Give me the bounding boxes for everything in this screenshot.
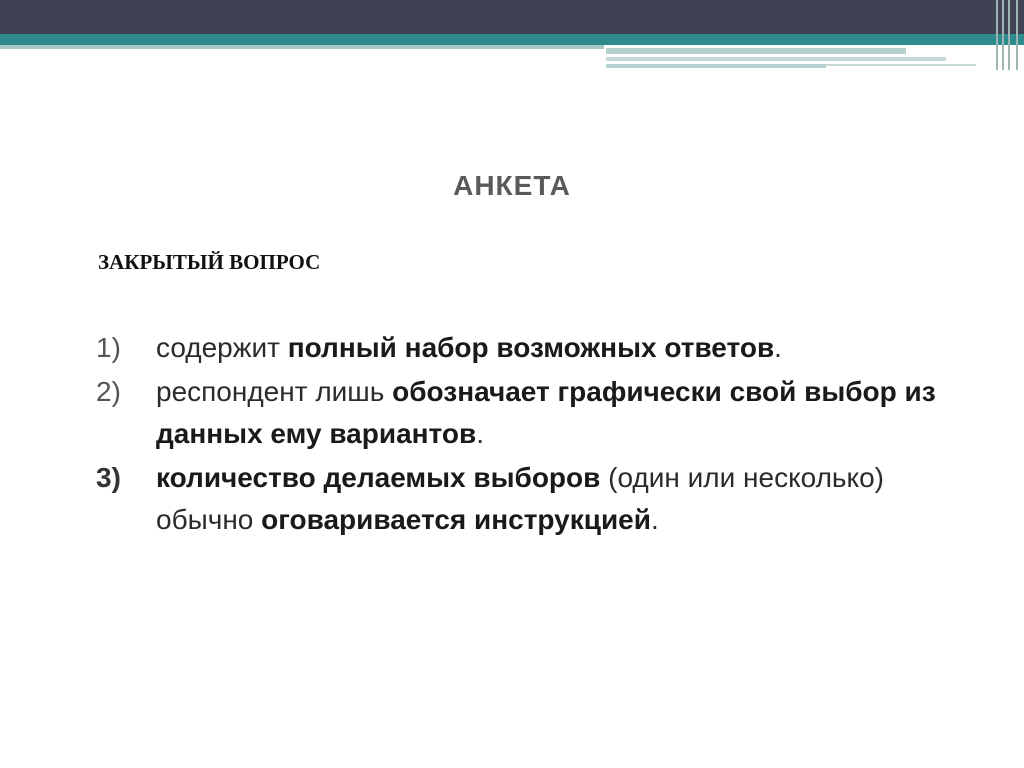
list-item-text: количество делаемых выборов (один или несколько) обычно оговаривается инструкцией. bbox=[156, 462, 884, 535]
header-stripe bbox=[606, 48, 906, 54]
list-item bbox=[96, 457, 976, 541]
header-stripe bbox=[826, 64, 976, 66]
header-dark-band bbox=[0, 0, 1024, 34]
numbered-list bbox=[96, 327, 976, 543]
header-light-stripe bbox=[0, 45, 604, 49]
vertical-line bbox=[996, 0, 998, 70]
list-item-number: 3) bbox=[96, 462, 121, 493]
header-stripe bbox=[606, 64, 826, 68]
list-item bbox=[96, 327, 976, 369]
list-item-number: 2) bbox=[96, 376, 121, 407]
vertical-line bbox=[1016, 0, 1018, 70]
header-stripe bbox=[606, 57, 946, 61]
header-teal-band bbox=[0, 34, 1024, 45]
corner-vertical-lines bbox=[990, 0, 1024, 70]
list-item bbox=[96, 371, 976, 455]
vertical-line bbox=[1002, 0, 1004, 70]
list-item-text: респондент лишь обозначает графически свой выбор из данных ему вариантов. bbox=[156, 376, 936, 449]
slide-subtitle: ЗАКРЫТЫЙ ВОПРОС bbox=[98, 250, 321, 274]
slide-title: АНКЕТА bbox=[453, 170, 571, 201]
list-item-text: содержит полный набор возможных ответов. bbox=[156, 332, 782, 363]
vertical-line bbox=[1008, 0, 1010, 70]
list-item-number: 1) bbox=[96, 332, 121, 363]
